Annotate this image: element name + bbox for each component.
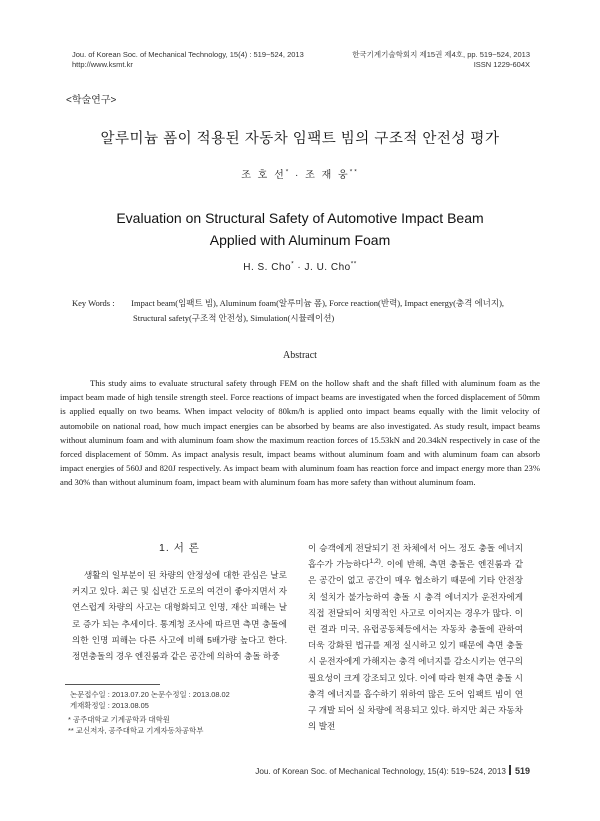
keywords-line-1: [72, 296, 542, 311]
author-2-mark-en: **: [350, 260, 357, 268]
header-issn: ISSN 1229-604X: [473, 60, 530, 69]
title-english: [0, 207, 600, 251]
page-number: 519: [514, 766, 530, 776]
author-separator-en: ·: [294, 262, 305, 273]
abstract-heading: Abstract: [283, 350, 317, 361]
author-2-name-en: J. U. Cho: [304, 262, 351, 273]
keywords-block: [72, 296, 542, 326]
header-journal-url[interactable]: http://www.ksmt.kr: [72, 60, 133, 69]
body-column-right: [308, 540, 523, 734]
section-heading-introduction: 1. 서 론: [159, 542, 200, 554]
footnote-affiliation-1: * 공주대학교 기계공학과 대학원: [68, 715, 170, 724]
author-1-mark-en: *: [291, 260, 295, 268]
keywords-label: Key Words :: [72, 298, 115, 308]
author-2-name: 조 재 웅: [305, 170, 350, 181]
authors-korean: [0, 166, 600, 181]
page-footer: [255, 765, 530, 776]
title-english-line-1: Evaluation on Structural Safety of Automotive Impact Beam: [116, 210, 484, 226]
keywords-list-1: Impact beam(임팩트 빔), Aluminum foam(알루미늄 폼), Force reaction(반력), Impact energy(충격 에너지),: [131, 298, 505, 308]
author-1-name-en: H. S. Cho: [243, 262, 292, 273]
authors-english: [0, 262, 600, 273]
introduction-text-part-2: . 이에 반해, 측면 충돌은 엔진룸과 같은 공간이 없고 공간이 매우 협소하기 때문에 기타 안전장치 설치가 불가능하여 충돌 시 충격 에너지가 운전자에게 직접 전달되어 치명적인 사고로 이어지는 경우가 많다. 이런 결과 미국, 유럽공동체등에서는 자동차 충돌에 관하여 더욱 강화된 법규를 제정 실시하고 있기 때문에 측면 충돌 시 운전자에게 가해지는 충격 에너지를 감소시키는 연구의 필요성이 크게 강조되고 있다. 이에 따라 현재 측면 충돌 시 충격 에너지를 흡수하기 위하여 많은 도어 임팩트 빔이 연구 개발 되어 실 차량에 적용되고 있다. 하지만 최근 자동차의 발전: [308, 559, 523, 732]
header-korean-citation: 한국기계기술학회지 제15권 제4호, pp. 519~524, 2013: [352, 50, 530, 59]
introduction-paragraph-left: 생활의 일부분이 된 차량의 안정성에 대한 관심은 날로 커지고 있다. 최근 및 십년간 도로의 여건이 좋아지면서 자연스럽게 차량의 사고는 대형화되고 인명, 재산 피해는 날로 증가 되는 추세이다. 통계청 조사에 따르면 측면 충돌에 의한 인명 피해는 다른 사고에 비해 5배가량 높다고 한다. 정면충돌의 경우 엔진룸과 같은 공간에 의하여 충돌 하중: [72, 570, 287, 662]
footnote-affiliation-2: ** 교신저자, 공주대학교 기계자동차공학부: [68, 726, 204, 735]
footnote-accepted-date: 게재확정일 : 2013.08.05: [70, 701, 149, 710]
running-header-left: [72, 50, 304, 70]
author-2-mark: **: [349, 168, 359, 176]
body-column-left: [72, 540, 287, 664]
introduction-text-part-1: 이 승객에게 전달되기 전 차체에서 어느 정도 충돌 에너지 흡수가 가능하다: [308, 543, 523, 570]
footnote-received-date: 논문접수일 : 2013.07.20 논문수정일 : 2013.08.02: [70, 690, 230, 699]
footnote-divider: [65, 684, 160, 685]
header-journal-citation: Jou. of Korean Soc. of Mechanical Technology, 15(4) : 519~524, 2013: [72, 50, 304, 59]
title-english-line-2: Applied with Aluminum Foam: [209, 232, 391, 248]
running-header-right: [352, 50, 530, 70]
keywords-list-2: Structural safety(구조적 안전성), Simulation(시뮬레이션): [133, 313, 335, 323]
author-1-name: 조 호 선: [241, 170, 286, 181]
citation-reference: 1,2): [369, 558, 381, 566]
author-separator: ·: [290, 170, 306, 181]
abstract-body: [60, 376, 540, 490]
footer-journal-citation: Jou. of Korean Soc. of Mechanical Technology, 15(4): 519~524, 2013: [255, 767, 506, 776]
category-tag: <학술연구>: [66, 95, 117, 106]
abstract-paragraph: This study aims to evaluate structural safety through FEM on the hollow shaft and the shaft filled with aluminum foam as the impact beam made of high tensile strength steel. Force reactions of impact beams are investigated when the forced displacement of 50mm is applied equally on two beams. When impact velocity of 80km/h is applied onto impact beams equally with the limit velocity of automobile on national road, how much impact energies can be absorbed by beams are also investigated. As study result, impact beams without aluminum foam and with aluminum foam show the maximum reaction forces of 15.53kN and 20.34kN respectively in case of the forced displacement of 50mm. As impact analysis result, impact beams without aluminum foam and with aluminum foam can absorb impact energies of 560J and 820J respectively. As impact beam with aluminum foam has reaction force and impact energy more than 23% and 30% than without aluminum foam, impact beam with aluminum foam has more safety than without aluminum foam.: [60, 378, 540, 488]
title-korean: 알루미늄 폼이 적용된 자동차 임팩트 빔의 구조적 안전성 평가: [100, 131, 500, 147]
introduction-paragraph-right: [308, 540, 523, 734]
author-1-mark: *: [285, 168, 291, 176]
footer-divider-bar: [509, 765, 511, 775]
